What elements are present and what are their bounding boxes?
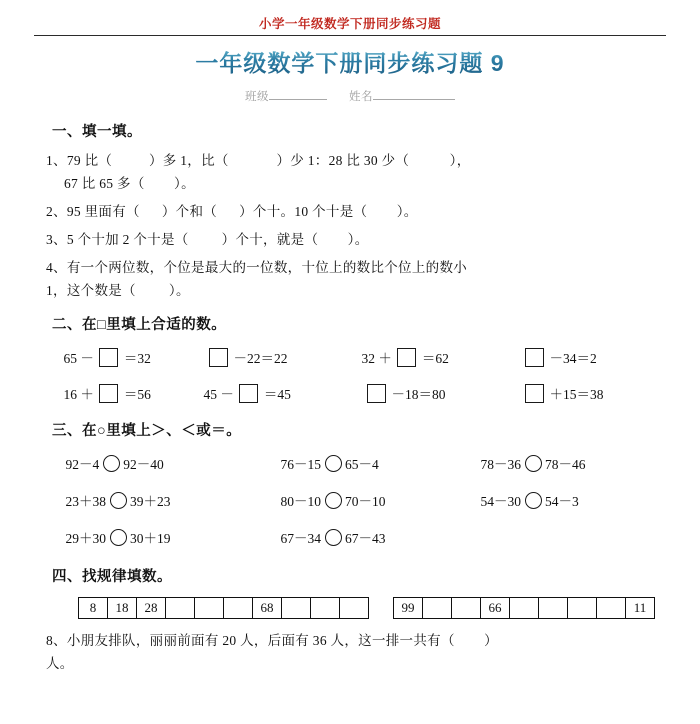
comparison-8 [279,527,479,547]
comparison-7 [64,527,279,547]
comparison-right: 70－10 [345,494,386,509]
answer-circle[interactable] [325,492,342,509]
answer-circle[interactable] [525,455,542,472]
comparison-left: 23＋38 [65,494,106,509]
table-cell[interactable] [224,598,253,619]
comparison-right: 30＋19 [130,531,171,546]
equation-right-text: －22＝22 [233,351,288,366]
table-cell[interactable] [311,598,340,619]
equation-box-5 [62,383,202,403]
header-divider [34,35,666,36]
table-cell[interactable]: 68 [253,598,282,619]
equation-right-text: ＝62 [421,351,449,366]
table-cell[interactable] [597,598,626,619]
table-cell[interactable]: 28 [137,598,166,619]
comparison-3 [479,453,587,473]
comparison-right: 65－4 [345,457,379,472]
equation-left-text: 32 ＋ [361,351,392,366]
table-cell[interactable] [166,598,195,619]
name-label: 姓名 [349,91,373,103]
equation-box-7 [360,383,518,403]
comparison-left: 78－36 [480,457,521,472]
comparison-right: 78－46 [545,457,586,472]
answer-circle[interactable] [525,492,542,509]
table-cell[interactable]: 18 [108,598,137,619]
section-3-heading: 三、在○里填上＞、＜或＝。 [52,423,242,439]
class-input-line[interactable] [269,99,327,100]
comparison-right: 39＋23 [130,494,171,509]
answer-box[interactable] [525,348,544,367]
table-cell[interactable]: 8 [79,598,108,619]
equation-right-text: ＋15＝38 [549,387,604,402]
table-cell[interactable] [510,598,539,619]
equation-box-2 [202,347,360,367]
table-row [79,598,369,619]
table-cell[interactable] [539,598,568,619]
section-2-heading: 二、在□里填上合适的数。 [52,317,227,333]
comparison-left: 76－15 [280,457,321,472]
question-8-line-1: 8、小朋友排队，丽丽前面有 20 人，后面有 36 人，这一排一共有（ ） [46,633,498,648]
table-cell[interactable] [452,598,481,619]
answer-box[interactable] [397,348,416,367]
comparison-right: 54－3 [545,494,579,509]
question-4-line-2: 1，这个数是（ ）。 [46,283,190,298]
student-info-row [34,88,666,104]
equation-box-6 [202,383,360,403]
section-3-row-3 [64,527,666,547]
question-4-line-1: 4、有一个两位数，个位是最大的一位数，十位上的数比个位上的数小 [46,260,468,275]
comparison-2 [279,453,479,473]
answer-box[interactable] [99,348,118,367]
answer-circle[interactable] [110,492,127,509]
section-1-heading: 一、填一填。 [52,124,142,140]
answer-circle[interactable] [325,455,342,472]
number-pattern-tables [78,597,666,619]
equation-right-text: ＝56 [123,387,151,402]
page-title: 一年级数学下册同步练习题 9 [34,45,666,78]
section-2-row-1 [62,347,666,367]
equation-right-text: ＝45 [263,387,291,402]
answer-box[interactable] [367,384,386,403]
answer-circle[interactable] [103,455,120,472]
comparison-1 [64,453,279,473]
question-2: 2、95 里面有（ ）个和（ ）个十。10 个十是（ ）。 [46,204,418,219]
answer-box[interactable] [525,384,544,403]
comparison-left: 29＋30 [65,531,106,546]
equation-box-4 [518,347,598,367]
question-1-line-2: 67 比 65 多（ ）。 [64,176,195,191]
table-cell[interactable]: 66 [481,598,510,619]
equation-left-text: 16 ＋ [63,387,94,402]
question-8-line-2: 人。 [46,656,74,671]
pattern-table-left [78,597,369,619]
comparison-6 [479,490,580,510]
class-label: 班级 [245,91,269,103]
comparison-left: 92－4 [65,457,100,472]
equation-left-text: 65 － [63,351,94,366]
equation-box-3 [360,347,518,367]
answer-box[interactable] [239,384,258,403]
section-4-heading: 四、找规律填数。 [52,569,172,585]
equation-right-text: －18＝80 [391,387,446,402]
answer-circle[interactable] [325,529,342,546]
pattern-table-right [393,597,655,619]
equation-right-text: －34＝2 [549,351,597,366]
equation-left-text: 45 － [203,387,234,402]
equation-right-text: ＝32 [123,351,151,366]
equation-box-8 [518,383,605,403]
name-input-line[interactable] [373,99,455,100]
question-1-line-1: 1、79 比（ ）多 1，比（ ）少 1：28 比 30 少（ ）， [46,153,471,168]
comparison-5 [279,490,479,510]
comparison-left: 54－30 [480,494,521,509]
answer-box[interactable] [209,348,228,367]
table-cell[interactable] [423,598,452,619]
section-3-row-1 [64,453,666,473]
question-3: 3、5 个十加 2 个十是（ ）个十，就是（ ）。 [46,232,369,247]
answer-box[interactable] [99,384,118,403]
table-cell[interactable] [568,598,597,619]
table-cell[interactable]: 11 [626,598,655,619]
comparison-left: 80－10 [280,494,321,509]
table-cell[interactable] [282,598,311,619]
comparison-4 [64,490,279,510]
equation-box-1 [62,347,202,367]
table-row [394,598,655,619]
red-banner-heading: 小学一年级数学下册同步练习题 [258,17,441,31]
section-3-row-2 [64,490,666,510]
comparison-left: 67－34 [280,531,321,546]
table-cell[interactable] [195,598,224,619]
section-2-row-2 [62,383,666,403]
answer-circle[interactable] [110,529,127,546]
comparison-right: 92－40 [123,457,164,472]
table-cell[interactable]: 99 [394,598,423,619]
comparison-right: 67－43 [345,531,386,546]
table-cell[interactable] [340,598,369,619]
